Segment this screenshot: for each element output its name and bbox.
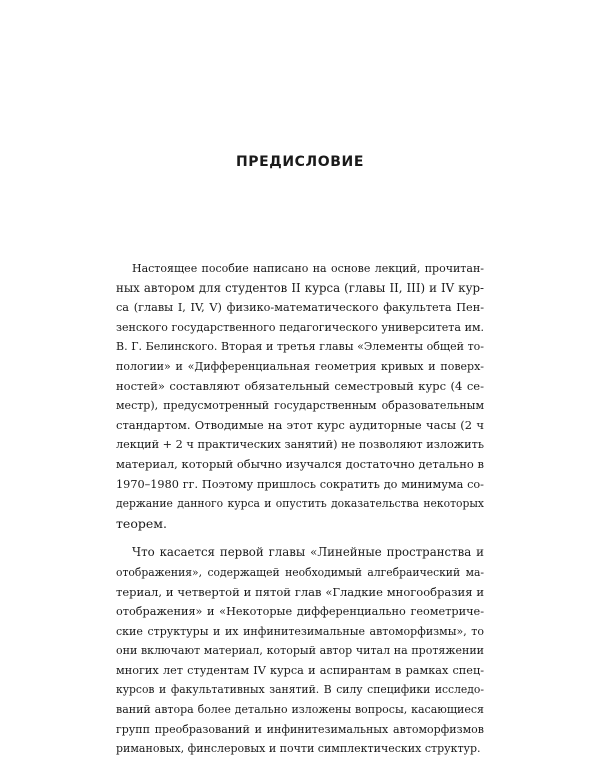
text-line: ваний автора более детально изложены вопросы, касающиеся — [116, 703, 484, 717]
text-line: стандартом. Отводимые на этот курс аудиторные часы (2 ч — [116, 417, 484, 432]
text-line: зенского государственного педагогического университета им. — [116, 320, 484, 334]
text-line: многих лет студентам IV курса и аспирантам в рамках спец- — [116, 663, 484, 677]
page-title: ПРЕДИСЛОВИЕ — [235, 154, 365, 170]
text-line: держание данного курса и опустить доказательства некоторых — [116, 497, 484, 511]
text-line: В. Г. Белинского. Вторая и третья главы «Элементы общей то- — [116, 340, 484, 354]
text-line: ские структуры и их инфинитезимальные автоморфизмы», то — [116, 624, 484, 638]
text-line: теорем. — [116, 515, 167, 531]
text-line: римановых, финслеровых и почти симплектических структур. — [116, 742, 481, 756]
text-line: 1970–1980 гг. Поэтому пришлось сократить до минимума со- — [116, 477, 484, 491]
text-line: Что касается первой главы «Линейные пространства и — [132, 545, 484, 560]
text-line: материал, который обычно изучался достаточно детально в — [116, 456, 484, 471]
text-line: Настоящее пособие написано на основе лекций, прочитан- — [132, 262, 484, 275]
text-line: ных автором для студентов II курса (главы II, III) и IV кур- — [116, 280, 484, 295]
paragraph-1 — [116, 259, 484, 533]
text-line: пологии» и «Дифференциальная геометрия кривых и поверх- — [116, 359, 484, 373]
text-line: групп преобразований и инфинитезимальных автоморфизмов — [116, 722, 484, 736]
text-line: они включают материал, который автор читал на протяжении — [116, 644, 484, 658]
text-line: отображения» и «Некоторые дифференциально геометриче- — [116, 605, 484, 619]
paragraph-2 — [116, 543, 484, 759]
text-line: териал, и четвертой и пятой глав «Гладкие многообразия и — [116, 584, 484, 599]
text-line: лекций + 2 ч практических занятий) не позволяют изложить — [116, 438, 484, 452]
text-line: са (главы I, IV, V) физико-математического факультета Пен- — [116, 301, 484, 315]
text-line: местр), предусмотренный государственным образовательным — [116, 399, 484, 413]
text-line: курсов и факультативных занятий. В силу специфики исследо- — [116, 683, 484, 697]
body-text — [116, 259, 484, 769]
text-line: отображения», содержащей необходимый алгебраический ма- — [116, 565, 484, 579]
text-line: ностей» составляют обязательный семестровый курс (4 се- — [116, 378, 484, 393]
